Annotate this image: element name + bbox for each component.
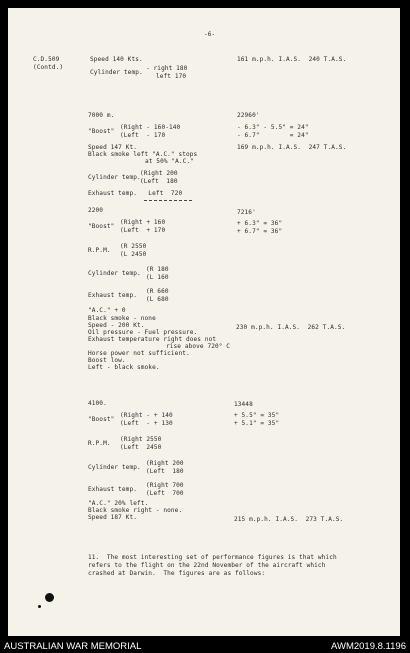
- sec3-exhaust-right: (Right 700: [146, 482, 184, 489]
- sec2-exhaust-left: (L 680: [146, 296, 169, 303]
- sec2-ac: "A.C." + 0: [88, 307, 126, 314]
- sec3-rpm-label: R.P.M.: [88, 440, 111, 447]
- reference-number: C.D.509: [33, 56, 60, 63]
- sec3-ac: "A.C." 20% left.: [88, 500, 149, 507]
- sec3-right-altitude: 13448: [234, 401, 253, 408]
- sec2-right-speed: 230 m.p.h. I.A.S. 262 T.A.S.: [236, 324, 346, 331]
- sec2-boost-left: (Left + 170: [120, 227, 166, 234]
- sec2-smoke: Black smoke - none: [88, 315, 156, 322]
- sec3-boost-label: "Boost": [88, 416, 115, 423]
- sec3-exhaust-label: Exhaust temp.: [88, 486, 137, 493]
- sec0-cylinder-right: - right 180: [146, 65, 188, 72]
- sec3-rpm-left: (Left 2450: [120, 444, 162, 451]
- sec2-boost-low: Boost low.: [88, 357, 126, 364]
- punch-hole-mark: [45, 593, 54, 602]
- sec3-cylinder-label: Cylinder temp.: [88, 464, 141, 471]
- sec2-exhaust-note-2: rise above 720° C: [166, 343, 231, 350]
- sec1-right-boost-2: - 6.7" = 24": [237, 132, 309, 139]
- sec1-speed: Speed 147 Kt.: [88, 144, 137, 151]
- sec3-smoke: Black smoke right - none.: [88, 507, 183, 514]
- sec2-cylinder-label: Cylinder temp.: [88, 270, 141, 277]
- ink-spot-mark: [38, 605, 41, 608]
- sec3-right-speed: 215 m.p.h. I.A.S. 273 T.A.S.: [234, 516, 344, 523]
- paragraph-line-3: crashed at Darwin. The figures are as follows:: [88, 570, 266, 577]
- page-number: -6-: [204, 31, 216, 38]
- sec2-exhaust-note-1: Exhaust temperature right does not: [88, 336, 217, 343]
- sec3-rpm-right: (Right 2550: [120, 436, 162, 443]
- sec0-cylinder-left: left 170: [156, 73, 187, 80]
- reference-continued: (Contd.): [33, 64, 64, 71]
- sec1-right-boost-1: - 6.3" - 5.5" = 24": [237, 124, 309, 131]
- sec2-boost-label: "Boost": [88, 223, 115, 230]
- sec3-speed: Speed 187 Kt.: [88, 514, 137, 521]
- sec1-cylinder-label: Cylinder temp.: [88, 174, 141, 181]
- sec3-right-boost-1: + 5.5" = 35": [234, 412, 280, 419]
- sec1-right-altitude: 22960': [237, 112, 260, 119]
- sec1-cylinder-left: (Left 180: [140, 178, 178, 185]
- sec2-speed: Speed - 200 Kt.: [88, 322, 145, 329]
- sec2-boost-right: (Right + 160: [120, 219, 166, 226]
- sec2-right-boost-2: + 6.7" = 36": [237, 228, 283, 235]
- paragraph-line-1: 11. The most interesting set of performance figures is that which: [88, 554, 337, 561]
- archive-footer: [0, 637, 410, 653]
- sec2-exhaust-right: (R 660: [146, 288, 169, 295]
- sec2-right-boost-1: + 6.3" = 36": [237, 220, 283, 227]
- sec1-boost-right: (Right - 160-140: [120, 124, 181, 131]
- sec2-oil-pressure: Oil pressure - Fuel pressure.: [88, 329, 198, 336]
- sec2-cylinder-left: (L 160: [146, 274, 169, 281]
- sec3-right-boost-2: + 5.1" = 35": [234, 420, 280, 427]
- sec3-exhaust-left: (Left 700: [146, 490, 184, 497]
- sec2-rpm-right: (R 2550: [120, 243, 147, 250]
- footer-institution: AUSTRALIAN WAR MEMORIAL: [4, 641, 142, 652]
- sec2-rpm-left: (L 2450: [120, 251, 147, 258]
- sec1-divider: [144, 200, 192, 201]
- sec3-altitude: 4100.: [88, 400, 107, 407]
- sec2-rpm-label: R.P.M.: [88, 247, 111, 254]
- sec1-smoke-2: at 50% "A.C.": [145, 158, 194, 165]
- sec2-exhaust-label: Exhaust temp.: [88, 292, 137, 299]
- sec0-speed: Speed 140 Kts.: [90, 56, 143, 63]
- document-page: [8, 8, 400, 636]
- sec1-smoke-1: Black smoke left "A.C." stops: [88, 151, 198, 158]
- sec2-left-smoke: Left - black smoke.: [88, 364, 160, 371]
- footer-accession-number: AWM2019.8.1196: [331, 641, 406, 652]
- sec2-cylinder-right: (R 180: [146, 266, 169, 273]
- sec0-right-speed: 161 m.p.h. I.A.S. 240 T.A.S.: [237, 56, 347, 63]
- sec3-cylinder-left: (Left 180: [146, 468, 184, 475]
- sec2-horse-power: Horse power not sufficient.: [88, 350, 190, 357]
- sec1-boost-left: (Left - 170: [120, 132, 166, 139]
- sec3-boost-left: (Left - + 130: [120, 420, 173, 427]
- sec1-right-speed: 169 m.p.h. I.A.S. 247 T.A.S.: [237, 144, 347, 151]
- sec1-exhaust: Exhaust temp. Left 720: [88, 190, 183, 197]
- sec3-boost-right: (Right - + 140: [120, 412, 173, 419]
- sec3-cylinder-right: (Right 200: [146, 460, 184, 467]
- paragraph-line-2: refers to the flight on the 22nd November of the aircraft which: [88, 562, 326, 569]
- sec1-cylinder-right: (Right 200: [140, 170, 178, 177]
- sec0-cylinder-label: Cylinder temp.: [90, 69, 143, 76]
- sec1-boost-label: "Boost": [88, 128, 115, 135]
- sec2-right-altitude: 7216': [237, 209, 256, 216]
- sec2-altitude: 2200: [88, 207, 104, 214]
- sec1-altitude: 7000 m.: [88, 112, 115, 119]
